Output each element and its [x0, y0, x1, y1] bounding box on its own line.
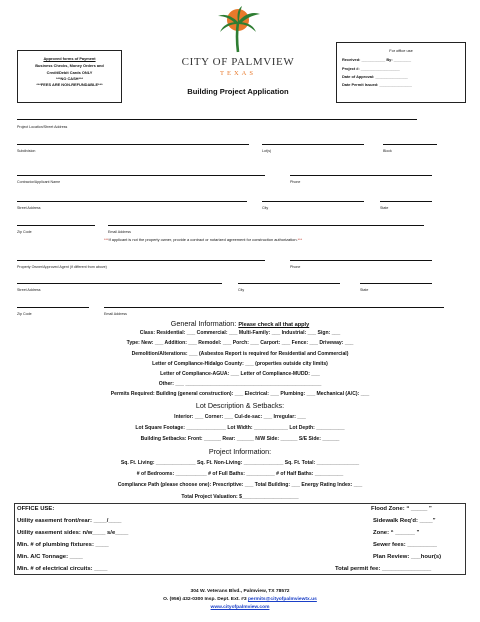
office-date-issued: Date Permit Issued: _______________	[342, 82, 412, 88]
footer-contact	[0, 597, 480, 602]
payment-line: Business Checks, Money Orders and	[35, 63, 104, 69]
footer-website-link[interactable]: www.cityofpalmview.com	[210, 605, 270, 610]
payment-title: Approved forms of Payment	[43, 56, 96, 61]
zip1-input[interactable]	[17, 225, 95, 226]
logo-state: TEXAS	[220, 70, 256, 77]
project-location-input[interactable]	[17, 119, 417, 120]
demolition-row: Demolition/Alterations: ___ (Asbestos Report is required for Residential and Commercial)	[131, 351, 349, 357]
sewer-fees: Sewer fees: _________	[373, 542, 437, 548]
zip2-label: Zip Code	[17, 312, 32, 316]
setbacks-row: Building Setbacks: Front: ______ Rear: ______ N/W Side: ______ S/E Side: ______	[140, 436, 340, 442]
project-location-label: Project Location/Street Address	[17, 125, 68, 129]
zip2-input[interactable]	[17, 307, 89, 308]
city2-label: City	[238, 288, 245, 292]
state1-input[interactable]	[380, 201, 432, 202]
general-info-heading	[0, 319, 480, 328]
footer-phone: O. (956) 432-0300 Insp. Dept. Ext. #3	[163, 597, 247, 602]
total-permit-fee: Total permit fee: _______________	[335, 566, 432, 572]
ac-tonnage: Min. A/C Tonnage: ____	[17, 554, 83, 560]
office-received: Received: ___________ By: ________	[342, 57, 412, 63]
phone1-input[interactable]	[290, 175, 432, 176]
office-use-title: OFFICE USE:	[17, 506, 55, 512]
city-logo	[181, 6, 295, 86]
street2-input[interactable]	[17, 283, 222, 284]
email2-label: Email Address	[104, 312, 127, 316]
form-title: Building Project Application	[187, 87, 289, 96]
phone2-input[interactable]	[290, 260, 432, 261]
owner-authorization-note	[104, 237, 302, 242]
general-info-title: General Information:	[170, 319, 237, 328]
contractor-label: Contractor/Applicant Name	[17, 180, 61, 184]
street1-label: Street Address	[17, 206, 41, 210]
street2-label: Street Address	[17, 288, 41, 292]
note-stars: ***	[297, 237, 303, 242]
payment-line: ***FEES ARE NON-REFUNDABLE***	[36, 82, 103, 88]
footer-website	[0, 605, 480, 610]
other-row: Other: ___ ________________________________________________	[158, 381, 322, 387]
plumbing-fixtures: Min. # of plumbing fixtures: ____	[17, 542, 109, 548]
compliance-row: Compliance Path (please choose one): Prescriptive: ___ Total Building: ___ Energy Rating Index: ___	[117, 482, 363, 488]
lot-heading: Lot Description & Setbacks:	[195, 401, 285, 410]
subdivision-label: Subdivision	[17, 149, 36, 153]
lots-label: Lot(s)	[262, 149, 272, 153]
office-project-number: Project #: __________________	[342, 65, 400, 71]
sqft-row: Sq. Ft. Living: ______________ Sq. Ft. Non-Living: ______________ Sq. Ft. Total: _______________	[120, 460, 360, 466]
project-heading: Project Information:	[208, 447, 272, 456]
office-use-box	[336, 42, 466, 103]
subdivision-input[interactable]	[17, 144, 249, 145]
easement-sides: Utility easement sides: n/w____ s/e____	[17, 530, 129, 536]
lots-input[interactable]	[262, 144, 364, 145]
payment-line: Credit/Debit Cards ONLY	[46, 69, 93, 75]
note-stars: ***	[104, 237, 109, 242]
easement-front-rear: Utility easement front/rear: ____/____	[17, 518, 122, 524]
valuation-row: Total Project Valuation: $____________________	[181, 494, 299, 500]
lot-type-row: Interior: ___ Corner: ___ Cul-de-sac: ___ Irregular: ___	[174, 414, 306, 420]
office-box-title: For office use	[389, 48, 413, 53]
permits-row: Permits Required: Building (general construction): ___ Electrical: ___ Plumbing: ___ Mechanical (A/C): ___	[110, 391, 370, 397]
street1-input[interactable]	[17, 201, 247, 202]
phone2-label: Phone	[290, 265, 301, 269]
general-info-instruction: Please check all that apply	[238, 322, 310, 328]
lot-size-row: Lot Square Footage: ______________ Lot Width: ____________ Lot Depth: __________	[135, 425, 345, 431]
city2-input[interactable]	[238, 283, 340, 284]
logo-city-name: CITY OF PALMVIEW	[181, 56, 295, 68]
note-text: If applicant is not the property owner, provide a contract or notarized agreement for construction authorization.	[108, 237, 298, 242]
zip1-label: Zip Code	[17, 230, 32, 234]
agua-mudd-row: Letter of Compliance-AGUA: ___ Letter of Compliance-MUDD: ___	[160, 371, 320, 377]
contractor-input[interactable]	[17, 175, 265, 176]
state2-label: State	[360, 288, 369, 292]
payment-info-box	[17, 50, 122, 103]
payment-line: ***NO CASH***	[55, 75, 84, 81]
city1-input[interactable]	[262, 201, 364, 202]
office-use-section	[14, 503, 466, 575]
state2-input[interactable]	[360, 283, 432, 284]
class-row: Class: Residential: ___ Commercial: ___ Multi-Family: ___ Industrial: ___ Sign: ___	[139, 330, 341, 336]
footer-email-link[interactable]: permits@cityofpalmviewtx.us	[247, 597, 317, 602]
owner-input[interactable]	[17, 260, 265, 261]
palm-tree-icon	[186, 6, 290, 54]
email2-input[interactable]	[104, 307, 444, 308]
sidewalk-required: Sidewalk Req'd: ____”	[373, 518, 436, 524]
electrical-circuits: Min. # of electrical circuits: ____	[17, 566, 108, 572]
city1-label: City	[262, 206, 269, 210]
email1-label: Email Address	[108, 230, 131, 234]
rooms-row: # of Bedrooms: ___________ # of Full Baths: __________ # of Half Baths: __________	[136, 471, 344, 477]
type-row: Type: New: ___ Addition: ___ Remodel: ___ Porch: ___ Carport: ___ Fence: ___ Driveway: ___	[126, 340, 354, 346]
footer-address: 304 W. Veterans Blvd., Palmview, TX 78572	[190, 589, 290, 594]
state1-label: State	[380, 206, 389, 210]
zone: Zone: “ ______ ”	[373, 530, 420, 536]
phone1-label: Phone	[290, 180, 301, 184]
owner-label: Property Owner/Approved Agent (if different from above)	[17, 265, 107, 269]
office-date-approval: Date of Approval: _______________	[342, 73, 408, 79]
block-label: Block	[383, 149, 392, 153]
plan-review: Plan Review: ___hour(s)	[373, 554, 442, 560]
email1-input[interactable]	[108, 225, 424, 226]
hidalgo-row: Letter of Compliance-Hidalgo County: ___ (properties outside city limits)	[152, 361, 328, 367]
block-input[interactable]	[383, 144, 437, 145]
flood-zone: Flood Zone: “ _____ ”	[371, 506, 432, 512]
